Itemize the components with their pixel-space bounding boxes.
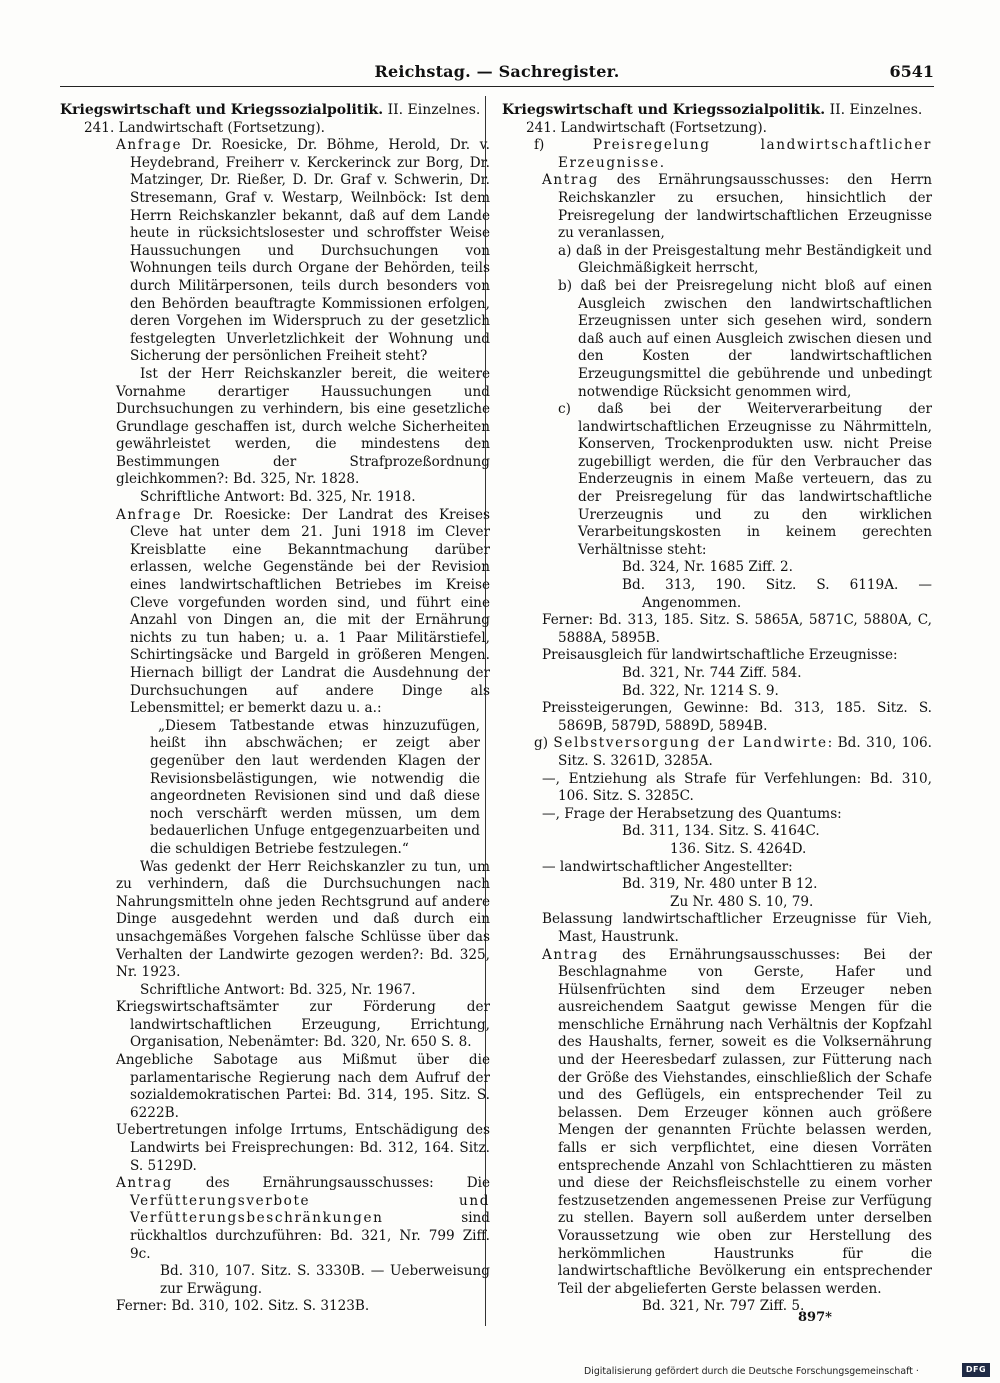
section-heading-bold: Kriegswirtschaft und Kriegssozialpolitik. (502, 102, 826, 118)
subsection-g (502, 735, 932, 770)
reference: Bd. 324, Nr. 1685 Ziff. 2. (622, 559, 793, 576)
left-column (60, 102, 490, 1317)
entry-text: des Ernährungsausschusses: den Herrn Reichskanzler zu ersuchen, hinsichtlich der Preisregelung der landwirtschaftlichen Erzeugnisse zu veranlassen, (558, 172, 932, 242)
reference: Bd. 311, 134. Sitz. S. 4164C. (622, 823, 820, 840)
entry-text: des Ernährungsausschusses: Die (172, 1175, 490, 1192)
entry-label: Antrag (542, 172, 599, 189)
right-column (502, 102, 932, 1317)
entry-continuation: Was gedenkt der Herr Reichskanzler zu tun, um zu verhindern, daß die Durchsuchungen nach Nahrungsmitteln ohne jeden Rechtsgrund auf andere Dinge ausgedehnt werden und daß durch ein unsachgemäßes Vorgehen falsche Schlüsse über das Verhalten der Landwirte gezogen werden?: Bd. 325, Nr. 1923. (116, 858, 490, 981)
subsection-title: Selbstversorgung der Landwirte (553, 735, 828, 752)
reference: Bd. 321, Nr. 744 Ziff. 584. (622, 665, 802, 681)
entry-frage: —, Frage der Herabsetzung des Quantums: (542, 805, 842, 822)
running-title: Reichstag. — Sachregister. (374, 62, 620, 81)
subsection-label: f) (534, 137, 593, 154)
list-item-c: c) daß bei der Weiterverarbeitung der landwirtschaftlichen Erzeugnisse zu Nährmitteln, Konserven, Trockenprodukten usw. nicht Preise zugebilligt werden, die für den Verbraucher das Enderzeugnis in einem Maße verteuern, das zu der Preisregelung für das landwirtschaftliche Urerzeugnis und zu den wirklichen Verarbeitungskosten in keinem gerechten Verhältnisse steht: (558, 401, 932, 558)
funding-credit: Digitalisierung gefördert durch die Deutsche Forschungsgemeinschaft · (584, 1366, 919, 1377)
list-item-b: b) daß bei der Preisregelung nicht bloß auf einen Ausgleich zwischen den landwirtschaftlichen Erzeugnissen unter sich gesehen wird, sondern daß auch auf einen Ausgleich zwischen diesen und den Kosten der landwirtschaftlichen Erzeugungsmittel die gebührende und unbedingt notwendige Rücksicht genommen wird, (558, 277, 932, 400)
section-heading-rest: II. Einzelnes. (383, 102, 481, 118)
entry-text: Dr. Roesicke: Der Landrat des Kreises Cleve hat unter dem 21. Juni 1918 im Clever Kreisblatte eine Bekanntmachung darüber erlassen, welche Gegenstände bei der Revision eines landwirtschaftlichen Betriebes im Kreise Cleve vorgefunden worden sind, und führt eine Anzahl von Dingen an, die mit der Ernährung nichts zu tun haben; u. a. 1 Paar Militärstiefel, Schirtingsäcke und Bargeld in größeren Mengen. Hiernach billigt der Landrat die Ausdehnung der Durchsuchungen auf andere Dinge als Lebensmittel; er bemerkt dazu u. a.: (130, 506, 490, 717)
reference (502, 1316, 932, 1317)
entry-continuation: Ist der Herr Reichskanzler bereit, die weitere Vornahme derartiger Haussuchungen und Durchsuchungen zu verhindern, bis eine gesetzliche Grundlage geschaffen ist, durch welche Sicherheiten gewährleistet werden, die mindestens den Bestimmungen der Strafprozeßordnung gleichkommen?: Bd. 325, Nr. 1828. (116, 365, 490, 488)
subheading: 241. Landwirtschaft (Fortsetzung). (84, 119, 326, 136)
entry-anfrage-1 (60, 137, 490, 366)
reference: Zu Nr. 480 S. 10, 79. (670, 893, 814, 910)
subsection-title: Preisregelung landwirtschaftlicher Erzeugnisse. (558, 137, 932, 171)
reference: Bd. 319, Nr. 480 unter B 12. (622, 876, 818, 893)
section-heading-bold: Kriegswirtschaft und Kriegssozialpolitik. (60, 102, 384, 118)
entry-ferner: Ferner: Bd. 313, 185. Sitz. S. 5865A, 5871C, 5880A, C, 5888A, 5895B. (542, 612, 932, 646)
entry-sabotage: Angebliche Sabotage aus Mißmut über die parlamentarische Regierung nach dem Aufruf der sozialdemokratischen Partei: Bd. 314, 195. Sitz. S. 6222B. (116, 1052, 490, 1121)
entry-label: Antrag (542, 946, 599, 963)
reference: Bd. 310, 107. Sitz. S. 3330B. — Ueberweisung zur Erwägung. (160, 1263, 490, 1297)
entry-label: Antrag (116, 1175, 173, 1192)
entry-preisausgleich: Preisausgleich für landwirtschaftliche Erzeugnisse: (542, 647, 898, 664)
page-number: 6541 (889, 62, 934, 81)
reference: Bd. 321, Nr. 797 Ziff. 5. (642, 1298, 805, 1315)
signature-mark: 897* (798, 1310, 832, 1325)
entry-text: des Ernährungsausschusses: Bei der Beschlagnahme von Gerste, Hafer und Hülsenfrüchten sind dem Erzeuger neben ausreichendem Saatgut gewisse Mengen für die menschliche Ernährung nach Verhältnis der Kopfzahl des Haushalts, ferner, soweit es die Volksernährung und der Heeresbedarf zulassen, zur Fütterung nach der Größe des Viehstandes, einschließlich der Schafe und des Geflügels, ein entsprechender Teil zu belassen. Dem Erzeuger können auch größere Mengen der genannten Früchte belassen werden, falls er sich verpflichtet, eine diesen Vorräten entsprechende Anzahl von Schlachttieren zu mästen und diese der Reichsfleischstelle zu einem vorher festzusetzenden angemessenen Preise zur Verfügung zu stellen. Bayern soll außerdem unter derselben Voraussetzung wie oben zur Herstellung des herkömmlichen Haustrunks für die landwirtschaftliche Bevölkerung ein entsprechender Teil der abgelieferten Gerste belassen werden. (558, 946, 932, 1297)
entry-entziehung: —, Entziehung als Strafe für Verfehlungen: Bd. 310, 106. Sitz. S. 3285C. (542, 770, 932, 805)
reference: 136. Sitz. S. 4264D. (670, 840, 807, 857)
entry-text: Dr. Roesicke, Dr. Böhme, Herold, Dr. v. Heydebrand, Freiherr v. Kerckerinck zur Borg, Dr. Matzinger, Dr. Rießer, D. Dr. Graf v. Schwerin, Dr. Stresemann, Graf v. Westarp, Weilnböck: Ist dem Herrn Reichskanzler bekannt, daß auf dem Lande heute in rücksichtslosester und schroffster Weise Haussuchungen und Durchsuchungen von Wohnungen teils durch Organe der Behörden, teils durch Militärpersonen, teils durch besonders von den Behörden beauftragte Kommissionen erfolgen, deren Vorgehen im Widerspruch zu der gesetzlich festgelegten Unverletzlichkeit der Wohnung und Sicherung der persönlichen Freiheit steht? (130, 137, 490, 365)
subsection-rest: : Bd. 310, 106. Sitz. S. 3261D, 3285A. (558, 735, 932, 769)
entry-anfrage-2 (60, 507, 490, 718)
entry-uebertretungen: Uebertretungen infolge Irrtums, Entschädigung des Landwirts bei Freisprechungen: Bd. 312, 164. Sitz. S. 5129D. (116, 1122, 490, 1174)
entry-antrag (502, 172, 932, 242)
entry-answer: Schriftliche Antwort: Bd. 325, Nr. 1918. (140, 489, 416, 506)
entry-antrag (60, 1175, 490, 1263)
entry-answer: Schriftliche Antwort: Bd. 325, Nr. 1967. (140, 981, 416, 998)
subheading: 241. Landwirtschaft (Fortsetzung). (526, 119, 768, 136)
entry-ferner: Ferner: Bd. 310, 102. Sitz. S. 3123B. (116, 1298, 370, 1315)
entry-antrag (502, 947, 932, 1299)
entry-kriegswirtschaftsaemter: Kriegswirtschaftsämter zur Förderung der landwirtschaftlichen Erzeugung, Errichtung, Organisation, Nebenämter: Bd. 320, Nr. 650 S. 8. (116, 999, 490, 1051)
subsection-label: g) (534, 735, 554, 752)
entry-spaced-text: Verfütterungsverbote und Verfütterungsbeschränkungen (130, 1192, 490, 1227)
entry-text-rest: sind rückhaltlos durchzuführen: Bd. 321, Nr. 799 Ziff. 9c. (130, 1210, 490, 1262)
dfg-logo-icon: DFG (962, 1363, 990, 1377)
entry-label: Anfrage (116, 137, 183, 154)
section-heading (60, 102, 490, 120)
reference: Bd. 313, 190. Sitz. S. 6119A. — Angenommen. (622, 577, 932, 611)
entry-belassung: Belassung landwirtschaftlicher Erzeugnisse für Vieh, Mast, Haustrunk. (542, 911, 932, 945)
subsection-f (502, 137, 932, 172)
section-heading (502, 102, 932, 120)
quotation: „Diesem Tatbestande etwas hinzuzufügen, heißt ihn abschwächen; er zeigt aber gegenüber den laut werdenden Klagen der Revisionsbelästigungen, wie notwendig die angeordneten Revisionen sind und daß diese noch verschärft werden müssen, um dem bedauerlichen Unfuge entgegenzuarbeiten und die schuldigen Betriebe festzulegen.“ (150, 717, 480, 857)
list-item-a: a) daß in der Preisgestaltung mehr Beständigkeit und Gleichmäßigkeit herrscht, (558, 242, 932, 277)
entry-angestellter: — landwirtschaftlicher Angestellter: (542, 858, 793, 875)
section-heading-rest: II. Einzelnes. (825, 102, 923, 118)
entry-preissteigerungen: Preissteigerungen, Gewinne: Bd. 313, 185. Sitz. S. 5869B, 5879D, 5889D, 5894B. (542, 700, 932, 734)
reference: Bd. 322, Nr. 1214 S. 9. (622, 682, 779, 699)
page-header (60, 62, 934, 87)
entry-label: Anfrage (116, 506, 183, 523)
